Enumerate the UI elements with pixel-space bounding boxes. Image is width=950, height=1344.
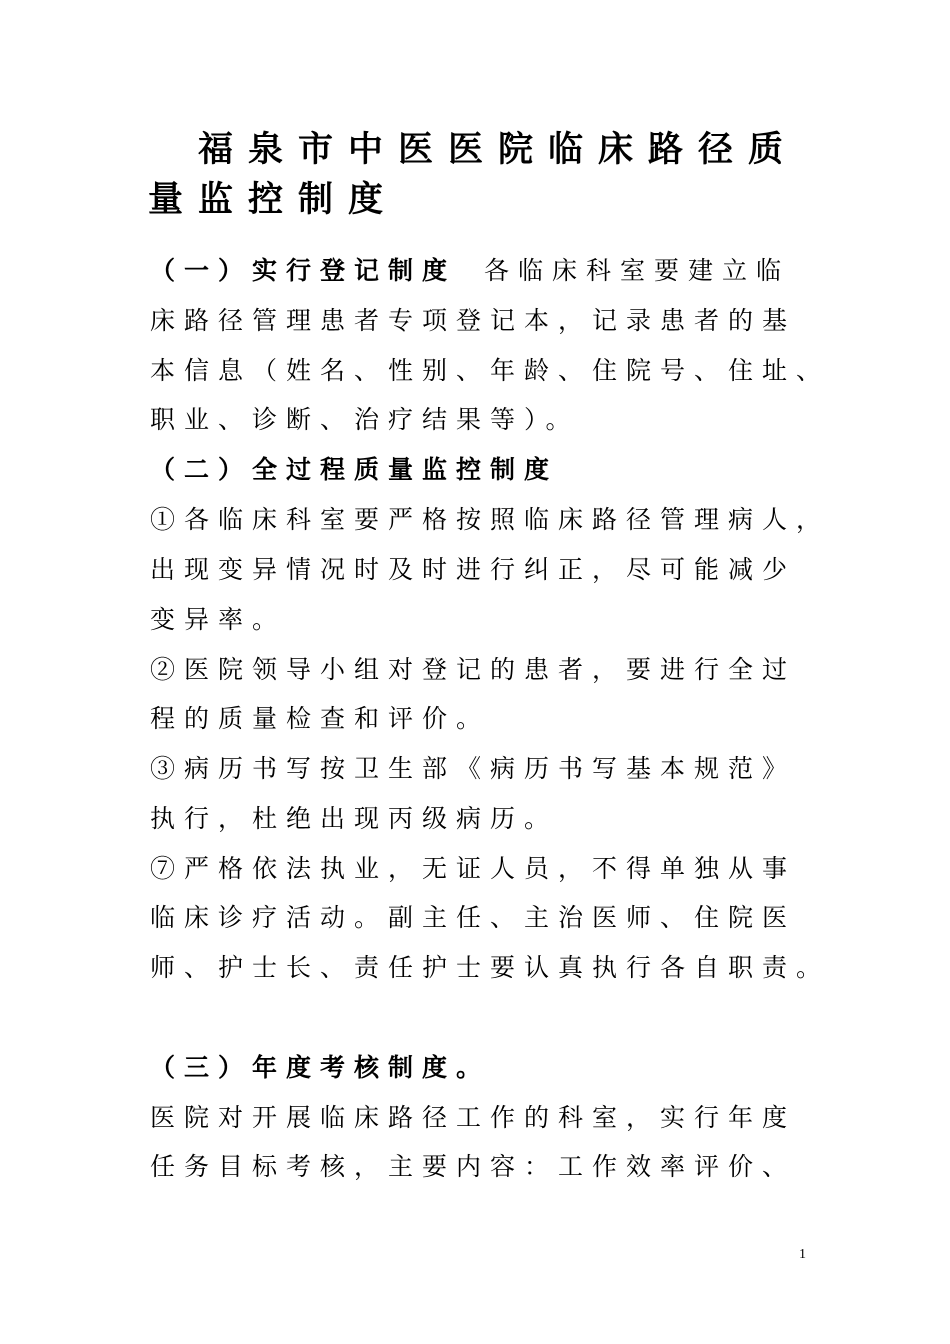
section-3-line-1: 医院对开展临床路径工作的科室，实行年度 (150, 1103, 797, 1132)
section-1-first-line (150, 256, 790, 286)
section-1-line-3: 本信息（姓名、性别、年龄、住院号、住址、 (150, 356, 831, 385)
document-title-line-1: 福泉市中医医院临床路径质 (198, 130, 799, 170)
section-1-heading: （一）实行登记制度 (150, 256, 457, 285)
section-2-line-8: ⑦严格依法执业，无证人员，不得单独从事 (150, 854, 797, 883)
section-2-line-3: 变异率。 (150, 605, 287, 634)
section-1-line-2: 床路径管理患者专项登记本，记录患者的基 (150, 306, 797, 335)
section-1-line-4: 职业、诊断、治疗结果等）。 (150, 405, 580, 434)
document-title-line-2: 量监控制度 (148, 180, 399, 220)
section-2-line-2: 出现变异情况时及时进行纠正，尽可能减少 (150, 555, 797, 584)
section-3-line-2: 任务目标考核，主要内容：工作效率评价、 (150, 1152, 797, 1181)
section-2-line-4: ②医院领导小组对登记的患者，要进行全过 (150, 655, 797, 684)
section-2-line-1: ①各临床科室要严格按照临床路径管理病人， (150, 505, 831, 534)
section-2-line-7: 执行，杜绝出现丙级病历。 (150, 804, 559, 833)
section-2-line-9: 临床诊疗活动。副主任、主治医师、住院医 (150, 903, 797, 932)
section-2-line-5: 程的质量检查和评价。 (150, 704, 491, 733)
page-number: 1 (799, 1247, 806, 1262)
section-2-heading: （二）全过程质量监控制度 (150, 455, 559, 484)
section-2-line-10: 师、护士长、责任护士要认真执行各自职责。 (150, 953, 831, 982)
section-1-line-1: 各临床科室要建立临 (484, 256, 791, 285)
section-3-heading: （三）年度考核制度。 (150, 1053, 491, 1082)
section-2-line-6: ③病历书写按卫生部《病历书写基本规范》 (150, 754, 797, 783)
